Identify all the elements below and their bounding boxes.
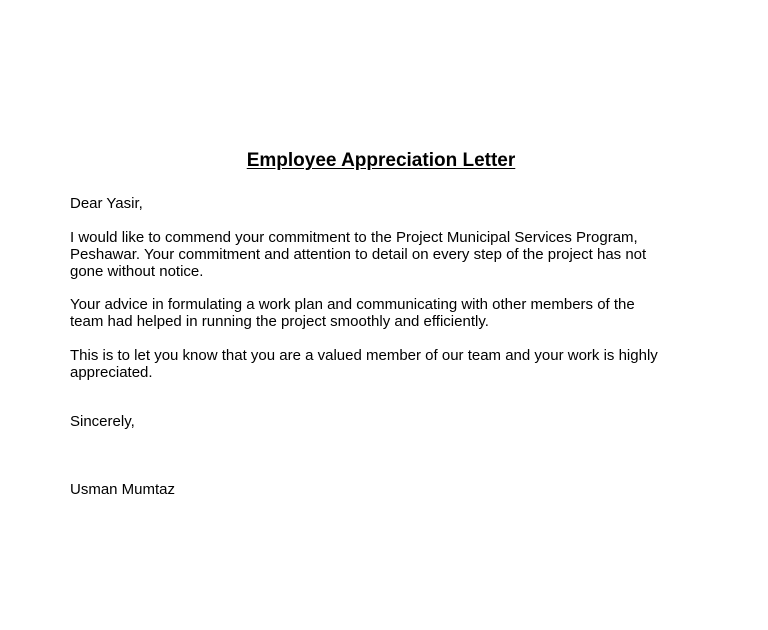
paragraph-line: This is to let you know that you are a valued member of our team and your work is highly	[70, 347, 658, 364]
paragraph-line: Your advice in formulating a work plan and communicating with other members of the	[70, 296, 635, 313]
letter-title: Employee Appreciation Letter	[246, 150, 516, 171]
paragraph-line: team had helped in running the project smoothly and efficiently.	[70, 313, 489, 330]
paragraph-line: appreciated.	[70, 364, 153, 381]
closing: Sincerely,	[70, 413, 135, 430]
paragraph-commendation	[70, 229, 710, 280]
salutation: Dear Yasir,	[70, 195, 143, 212]
paragraph-advice	[70, 296, 710, 330]
signature-name: Usman Mumtaz	[70, 481, 176, 498]
paragraph-line: gone without notice.	[70, 263, 204, 280]
paragraph-line: I would like to commend your commitment to the Project Municipal Services Program,	[70, 229, 638, 246]
paragraph-valued-member	[70, 347, 710, 381]
paragraph-line: Peshawar. Your commitment and attention to detail on every step of the project has not	[70, 246, 647, 263]
